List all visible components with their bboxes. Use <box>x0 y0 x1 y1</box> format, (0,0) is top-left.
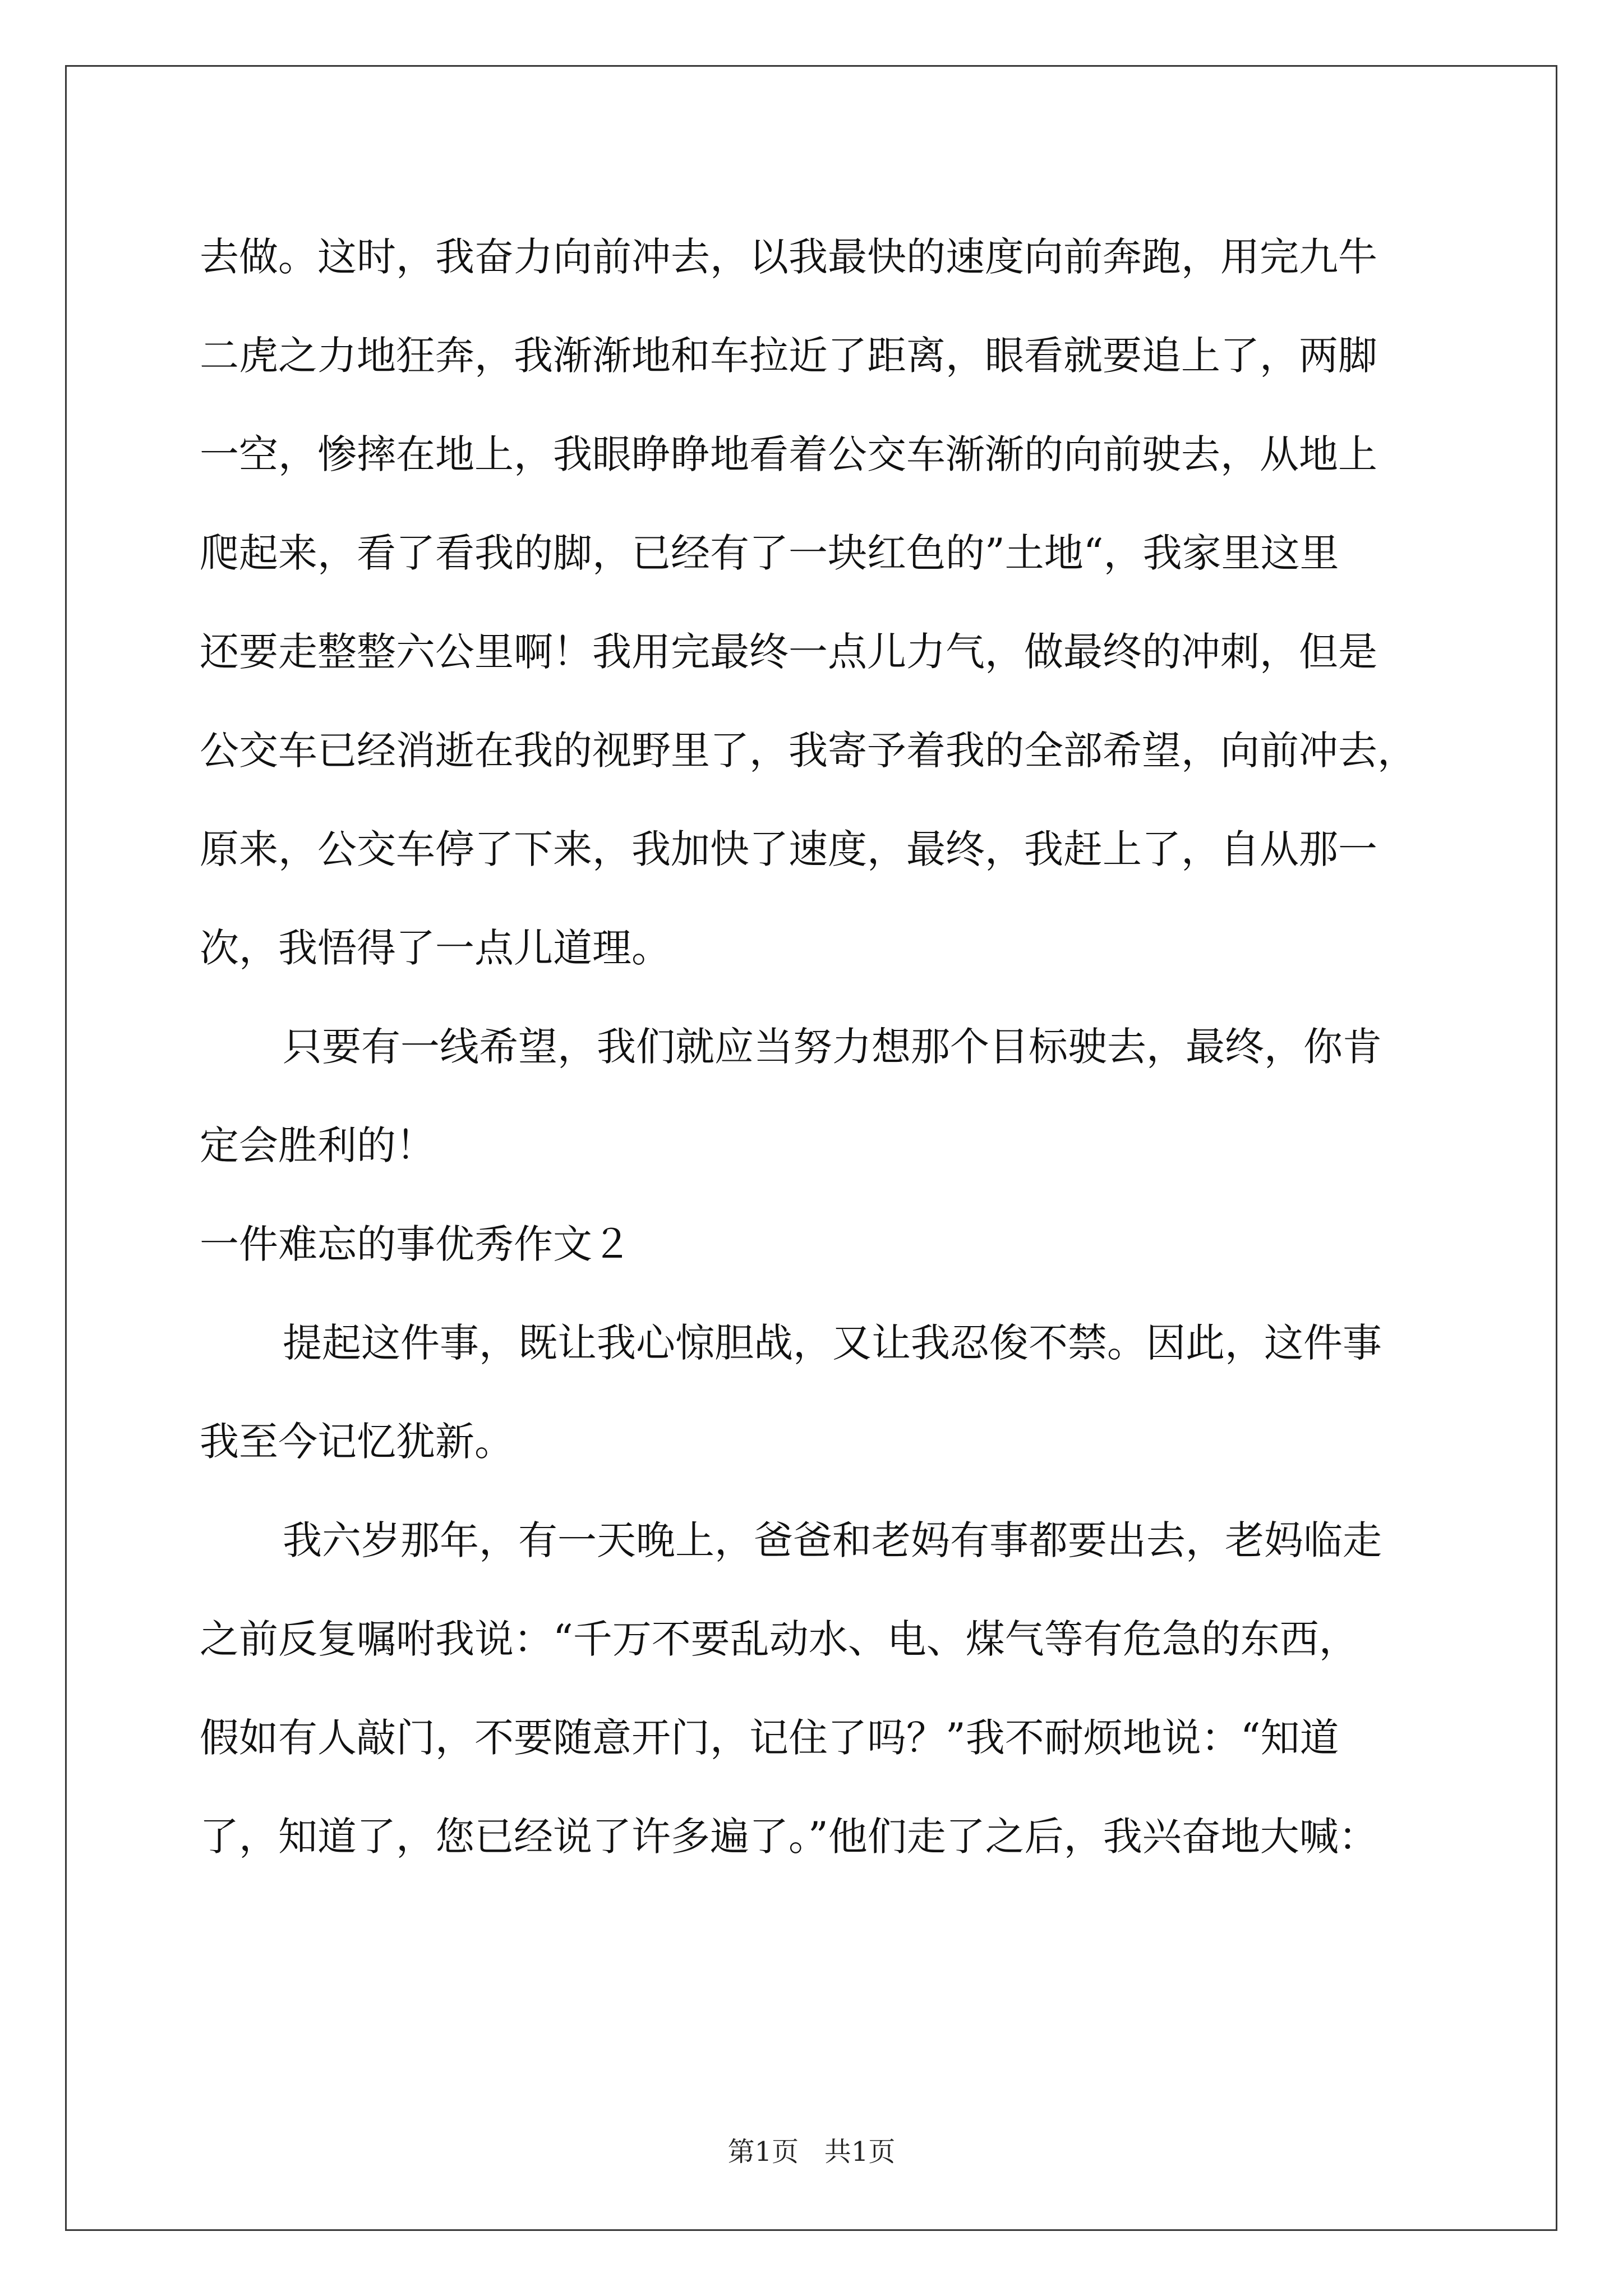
text-line: 公交车已经消逝在我的视野里了，我寄予着我的全部希望，向前冲去， <box>200 728 1417 774</box>
text-line: 二虎之力地狂奔，我渐渐地和车拉近了距离，眼看就要追上了，两脚 <box>200 333 1377 379</box>
page-number: 第1页 <box>727 2136 799 2168</box>
text-line: 原来，公交车停了下来，我加快了速度，最终，我赶上了，自从那一 <box>200 826 1377 872</box>
text-line: 我六岁那年，有一天晚上，爸爸和老妈有事都要出去，老妈临走 <box>283 1517 1382 1563</box>
page-total: 共1页 <box>824 2136 896 2168</box>
text-line: 之前反复嘱咐我说：“千万不要乱动水、电、煤气等有危急的东西， <box>200 1616 1358 1662</box>
text-line: 定会胜利的！ <box>200 1122 435 1168</box>
section-heading: 一件难忘的事优秀作文２ <box>200 1221 631 1267</box>
text-line: 只要有一线希望，我们就应当努力想那个目标驶去，最终，你肯 <box>283 1024 1382 1070</box>
text-line: 提起这件事，既让我心惊胆战，又让我忍俊不禁。因此，这件事 <box>283 1320 1382 1366</box>
document-body <box>200 208 1428 1886</box>
page-footer <box>0 2135 1623 2169</box>
text-line: 次，我悟得了一点儿道理。 <box>200 925 671 971</box>
text-line: 去做。这时，我奋力向前冲去，以我最快的速度向前奔跑，用完九牛 <box>200 234 1377 280</box>
text-line: 一空，惨摔在地上，我眼睁睁地看着公交车渐渐的向前驶去，从地上 <box>200 431 1377 477</box>
text-line: 我至今记忆犹新。 <box>200 1419 514 1465</box>
text-line: 还要走整整六公里啊！我用完最终一点儿力气，做最终的冲刺，但是 <box>200 629 1377 675</box>
text-line: 了，知道了，您已经说了许多遍了。”他们走了之后，我兴奋地大喊： <box>200 1814 1378 1860</box>
text-line: 假如有人敲门，不要随意开门，记住了吗？”我不耐烦地说：“知道 <box>200 1715 1339 1761</box>
text-line: 爬起来，看了看我的脚，已经有了一块红色的”土地“，我家里这里 <box>200 530 1339 576</box>
